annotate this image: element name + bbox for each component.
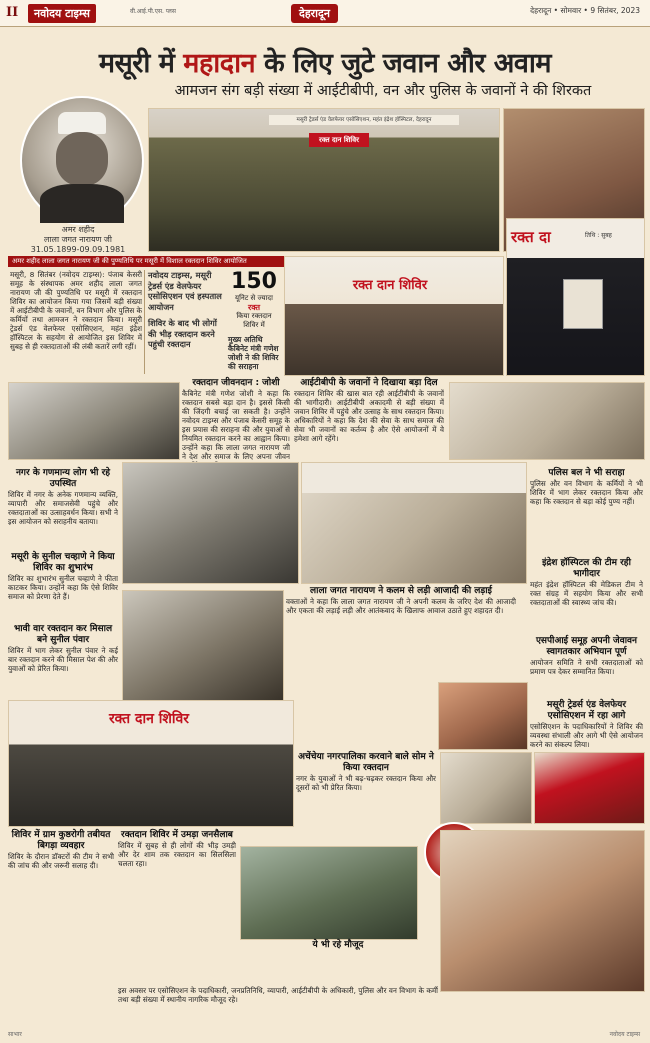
donor-doctor-photo [449, 382, 645, 460]
medal-photo [440, 830, 645, 992]
headline-part1: मसूरी में [98, 48, 184, 79]
certificate-photo [506, 218, 645, 376]
section-text: आयोजन समिति ने सभी रक्तदाताओं को प्रमाण पत्र देकर सम्मानित किया। [530, 658, 643, 676]
camp-banner-text: रक्त दान शिविर [352, 278, 428, 293]
bullet-list [148, 270, 228, 374]
banner-red-tag: रक्त दान शिविर [309, 133, 369, 147]
portrait-caption-line1: अमर शहीद [61, 225, 95, 234]
section-title: मसूरी ट्रेडर्स एंड वेलफेयर एसोसिएशन में रहा आगे [546, 700, 627, 721]
present-text: इस अवसर पर एसोसिएशन के पदाधिकारी, जनप्रतिनिधि, व्यापारी, आईटीबीपी के अधिकारी, पुलिस और वन विभाग के कर्मी तथा बड़ी संख्या में स्थानीय नागरिक मौजूद रहे। [118, 986, 438, 1004]
portrait-photo [20, 96, 144, 225]
donors-hall-photo [122, 462, 299, 584]
certificate-handover-photo [301, 462, 527, 584]
masthead [0, 0, 650, 27]
section-title: एसपीआई समूह अपनी जेवावन स्वागतकार अभियान पूर्ण [535, 636, 638, 657]
bullet-item: शिविर के बाद भी लोगों की भीड़ रक्तदान करने पहुंची रक्तदान [148, 318, 217, 349]
face-shape [56, 132, 108, 186]
certificate-frame [563, 279, 603, 329]
portrait-caption-line2: लाला जगत नारायण जी [44, 235, 112, 244]
section-spi [530, 636, 643, 708]
right-banner-sub: तिथि : सुबह [585, 232, 612, 239]
section-police [530, 468, 643, 551]
right-banner-text: रक्त दा [511, 228, 551, 246]
section-hospital [530, 558, 643, 640]
stat-number: 150 [231, 269, 277, 294]
footer-right: नवोदय टाइम्स [609, 1031, 640, 1038]
section-title: अचेंचेया नगरपालिका करवाने बाले सोम ने किया रक्तदान [298, 752, 434, 773]
headline-part2: के लिए जुटे जवान और अवाम [255, 48, 552, 79]
stat-line2: किया रक्तदान शिविर में [236, 312, 272, 329]
page-number: II [6, 5, 19, 20]
bullet-item: नवोदय टाइम्स, मसूरी ट्रेडर्स एंड वेलफेयर एसोसिएशन एवं हस्पताल आयोजन [148, 270, 222, 312]
edition-label: वी.आई.पी.एस. प्लस [130, 8, 176, 15]
section-lala-ji [286, 586, 516, 689]
section-health [8, 830, 114, 1012]
itbp-donors-photo [240, 846, 418, 940]
section-text: वक्ताओं ने कहा कि लाला जगत नारायण जी ने अपनी कलम के जरिए देश की आजादी और एकता की लड़ाई लड़ी और आतंकवाद के खिलाफ आवाज उठाते हुए शहादत दी। [286, 597, 516, 615]
headline [0, 43, 650, 80]
section-text: एसोसिएशन के पदाधिकारियों ने शिविर की व्यवस्था संभाली और आगे भी ऐसे आयोजन करने का संकल्प लिया। [530, 722, 643, 749]
section-title: नगर के गणमान्य लोग भी रहे उपस्थित [15, 468, 111, 489]
section-text: रक्तदान शिविर की खास बात रही आईटीबीपी के जवानों की भागीदारी। आईटीबीपी अकादमी से बड़ी संख्या में जवान शिविर में पहुंचे और उत्साह के साथ रक्तदान किया। अधिकारियों ने कहा कि देश की सेवा के साथ समाज की सेवा भी जवानों का कर्तव्य है और ऐसे आयोजनों में वे हमेशा आगे रहेंगे। [294, 389, 444, 443]
headline-highlight: महादान [183, 48, 256, 79]
stat-highlight: रक्त [247, 303, 261, 312]
brand-logo: नवोदय टाइम्स [28, 4, 96, 23]
itbp-group-photo [148, 108, 500, 252]
red-banner-photo [534, 752, 645, 824]
intro-text: मसूरी, 8 सितंबर (नवोदय टाइम्स): पंजाब केसरी समूह के संस्थापक अमर शहीद लाला जगत नारायण जी की पुण्यतिथि पर मसूरी में रक्तदान शिविर का आयोजन किया गया जिसमें बड़ी संख्या में आईटीबीपी के जवानों, वन विभाग और पुलिस के कर्मियों तथा आमजन ने रक्तदान किया। मसूरी ट्रेडर्स एंड वेलफेयर एसोसिएशन, महंत इंद्रेश हॉस्पिटल के सहयोग से आयोजित इस शिविर में सुबह से ही रक्तदाताओं की लंबी कतारें लगी रहीं। [10, 270, 142, 351]
portrait-caption-line3: 31.05.1899-09.09.1981 [30, 245, 126, 254]
red-strip: अमर शहीद लाला जगत नारायण जी की पुण्यतिथि पर मसूरी में विशाल रक्तदान शिविर आयोजित [8, 256, 340, 267]
section-title: रक्तदान शिविर में उमड़ा जनसैलाब [121, 830, 233, 840]
donors-beds-photo [8, 382, 180, 460]
group-banner-photo [8, 700, 294, 827]
banner-strip: मसूरी ट्रेडर्स एंड वेलफेयर एसोसिएशन, महंत इंद्रेश हॉस्पिटल, देहरादून [269, 115, 459, 125]
section-title: इंद्रेश हॉस्पिटल की टीम रही भागीदार [542, 558, 631, 579]
section-sunil-panwar [8, 624, 118, 706]
section-title: भावी वार रक्तदान कर मिसाल बने सुनील पंवार [13, 624, 113, 645]
body-shape [40, 184, 124, 223]
section-text: शिविर में भाग लेकर सुनील पंवार ने कई बार रक्तदान करने की मिसाल पेश की और युवाओं को प्रेरित किया। [8, 646, 118, 673]
stat-line1: यूनिट से ज्यादा [235, 294, 273, 302]
blood-camp-banner-photo [284, 256, 504, 376]
man-portrait-photo [440, 752, 532, 824]
section-title: रक्तदान जीवनदान : जोशी [192, 378, 280, 388]
section-sunil-chavhane [8, 552, 118, 624]
stat-box [228, 270, 280, 371]
banner-strip [302, 463, 526, 493]
section-text: महंत इंद्रेश हॉस्पिटल की मेडिकल टीम ने रक्त संग्रह में सहयोग किया और सभी रक्तदाताओं की स्वास्थ्य जांच की। [530, 580, 643, 607]
section-text: शिविर का शुभारंभ सुनील चव्हाणे ने फीता काटकर किया। उन्होंने कहा कि ऐसे शिविर समाज को प्रेरणा देते हैं। [8, 574, 118, 601]
city-label: देहरादून [291, 4, 338, 23]
section-text: शिविर के दौरान डॉक्टरों की टीम ने सभी की जांच की और जरूरी सलाह दी। [8, 852, 114, 870]
officers-photo [122, 590, 284, 702]
section-crowd [118, 830, 236, 991]
subheadline: आमजन संग बड़ी संख्या में आईटीबीपी, वन और पुलिस के जवानों ने की शिरकत [174, 83, 592, 99]
section-text: कैबिनेट मंत्री गणेश जोशी ने कहा कि रक्तदान सबसे बड़ा दान है। इससे किसी की जिंदगी बचाई जा सकती है। उन्होंने नवोदय टाइम्स और पंजाब केसरी समूह के इस प्रयास की सराहना की और युवाओं से नियमित रक्तदान करने का आह्वान किया। उन्होंने कहा कि लाला जगत नारायण जी ने देश और समाज के लिए अपना जीवन [182, 389, 290, 461]
donor-arm-photo [438, 682, 528, 750]
section-title: लाला जगत नारायण ने कलम से लड़ी आजादी की लड़ाई [310, 586, 492, 596]
section-title: आईटीबीपी के जवानों ने दिखाया बड़ा दिल [300, 378, 438, 388]
group-banner-text: रक्त दान शिविर [108, 711, 190, 727]
cap-shape [58, 112, 106, 134]
section-text: शिविर में सुबह से ही लोगों की भीड़ उमड़ी और देर शाम तक रक्तदान का सिलसिला चलता रहा। [118, 841, 236, 868]
section-title: पलिस बल ने भी सराहा [548, 468, 625, 478]
portrait-caption [8, 225, 148, 255]
section-text: पुलिस और वन विभाग के कर्मियों ने भी शिविर में भाग लेकर रक्तदान किया और कहा कि रक्तदान से बड़ा कोई पुण्य नहीं। [530, 479, 643, 506]
section-youth [296, 752, 436, 834]
section-text: नगर के युवाओं ने भी बढ़-चढ़कर रक्तदान किया और दूसरों को भी प्रेरित किया। [296, 774, 436, 792]
section-dignitaries [8, 468, 118, 556]
footer-left: साभार [8, 1031, 22, 1038]
chief-guest-note: मुख्य अतिथि कैबिनेट मंत्री गणेश जोशी ने की शिविर की सराहना [228, 335, 279, 371]
section-title: मसूरी के सुनील चव्हाणे ने किया शिविर का शुभारंभ [11, 552, 115, 573]
section-title: ये भी रहे मौजूद [312, 940, 364, 950]
section-title: शिविर में ग्राम कुष्ठरोगी तबीयत बिगड़ा व्यवहार [11, 830, 111, 851]
divider [144, 270, 145, 374]
date-line: देहरादून • सोमवार • 9 सितंबर, 2023 [530, 6, 640, 15]
section-present [240, 940, 436, 951]
section-text: शिविर में नगर के अनेक गणमान्य व्यक्ति, व्यापारी और समाजसेवी पहुंचे और रक्तदाताओं का उत्साहवर्धन किया। सभी ने इस आयोजन को सराहनीय बताया। [8, 490, 118, 526]
